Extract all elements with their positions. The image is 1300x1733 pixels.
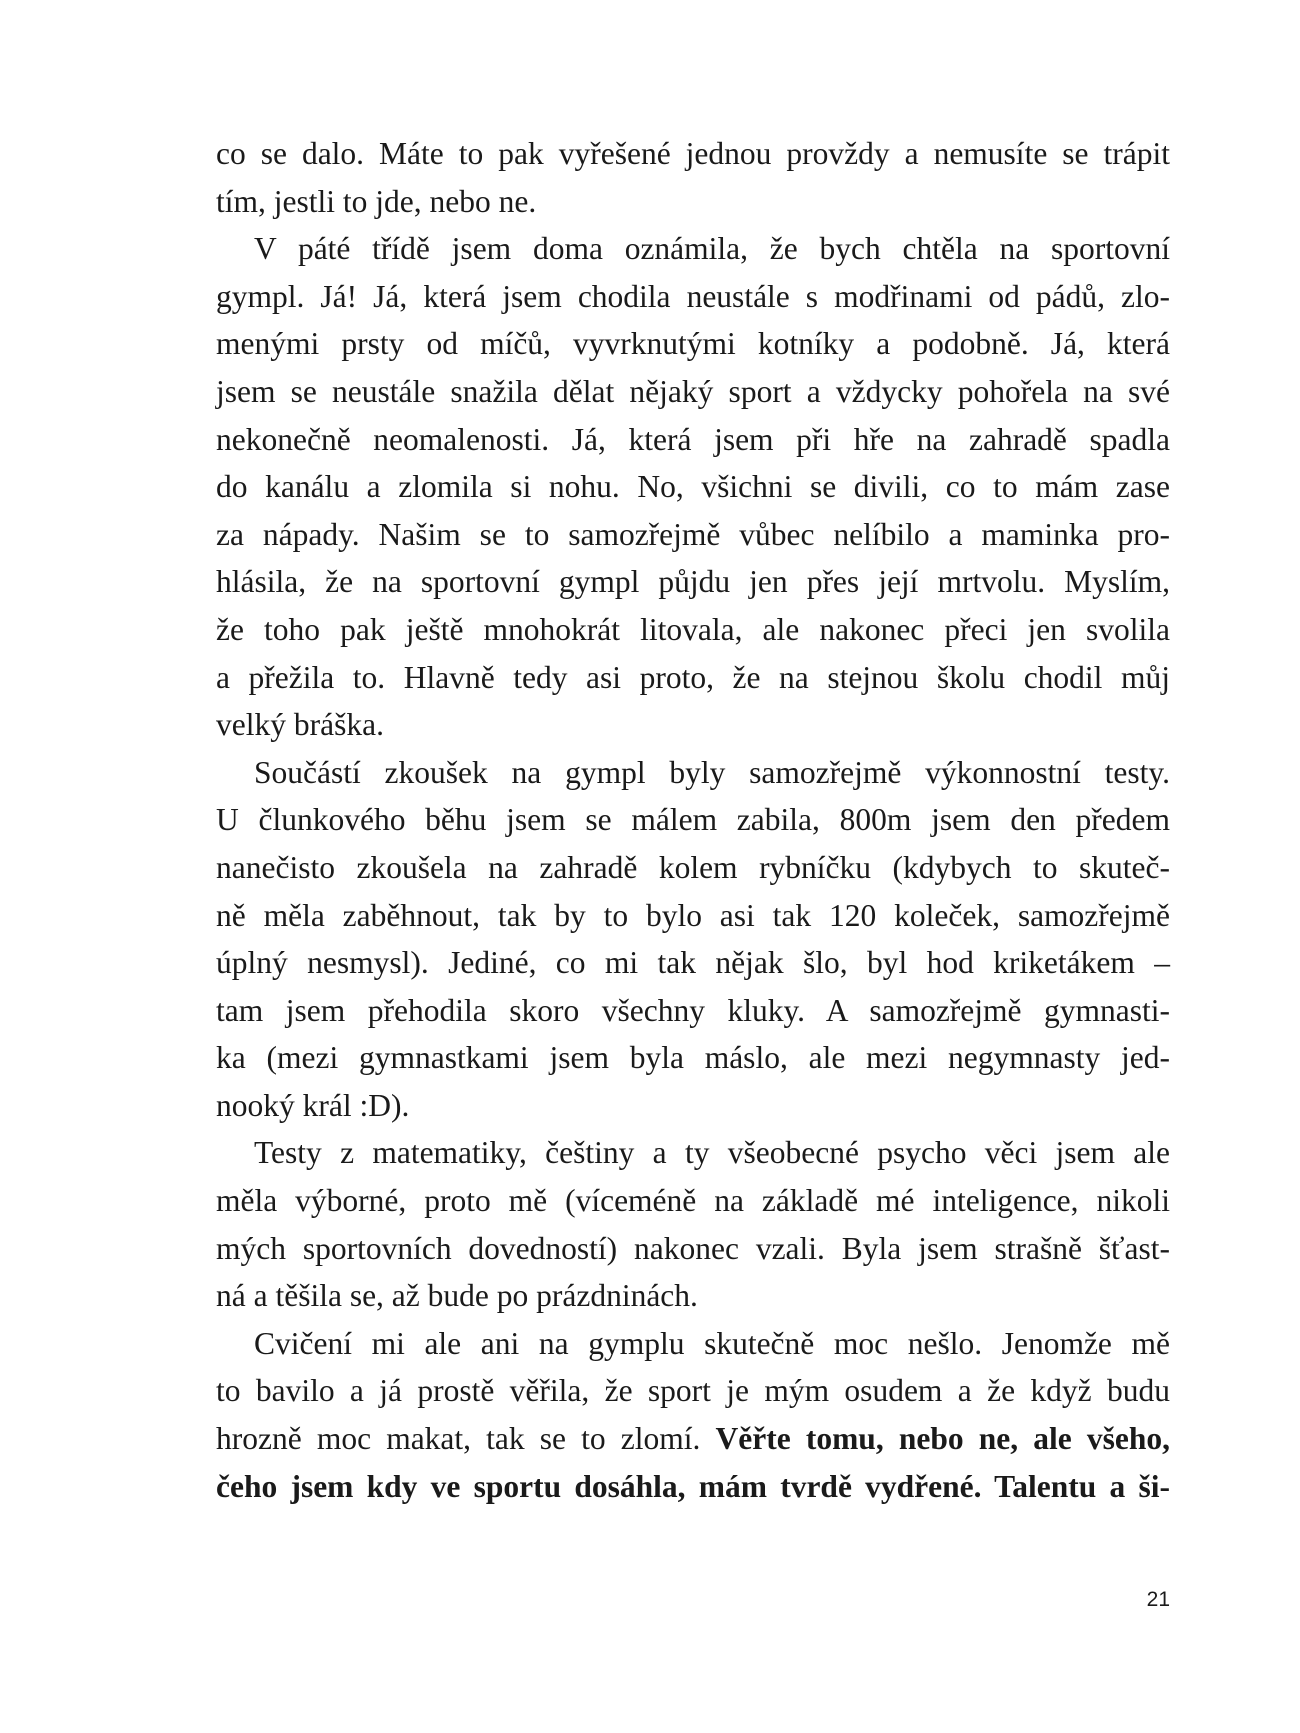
- text-line: mých sportovních dovedností) nakonec vzali. Byla jsem strašně šťast-: [216, 1230, 1170, 1266]
- text-bold-part: Věřte tomu, nebo ne, ale všeho,: [715, 1421, 1170, 1457]
- text-line: že toho pak ještě mnohokrát litovala, ale nakonec přeci jen svolila: [216, 611, 1170, 647]
- text-line: úplný nesmysl). Jediné, co mi tak nějak šlo, byl hod kriketákem –: [216, 945, 1170, 981]
- page-number: 21: [1146, 1588, 1170, 1611]
- text-line: hlásila, že na sportovní gympl půjdu jen přes její mrtvolu. Myslím,: [216, 564, 1170, 600]
- text-line: nooký král :D).: [216, 1087, 410, 1123]
- text-line: menými prsty od míčů, vyvrknutými kotníky a podobně. Já, která: [216, 326, 1170, 362]
- text-line: gympl. Já! Já, která jsem chodila neustále s modřinami od pádů, zlo-: [216, 278, 1170, 314]
- text-line: velký bráška.: [216, 707, 384, 743]
- text-line-mixed: [216, 1415, 1170, 1463]
- text-line: Testy z matematiky, češtiny a ty všeobecné psycho věci jsem ale: [254, 1135, 1170, 1171]
- text-line: ka (mezi gymnastkami jsem byla máslo, ale mezi negymnasty jed-: [216, 1040, 1170, 1076]
- text-line: tam jsem přehodila skoro všechny kluky. A samozřejmě gymnasti-: [216, 992, 1170, 1028]
- body-text: [216, 130, 1170, 1510]
- text-line: U člunkového běhu jsem se málem zabila, 800m jsem den předem: [216, 802, 1170, 838]
- text-line: tím, jestli to jde, nebo ne.: [216, 183, 537, 219]
- text-line: Součástí zkoušek na gympl byly samozřejmě výkonnostní testy.: [254, 754, 1170, 790]
- text-line-bold: čeho jsem kdy ve sportu dosáhla, mám tvrdě vydřené. Talentu a ši-: [216, 1468, 1170, 1504]
- text-line: ná a těšila se, až bude po prázdninách.: [216, 1278, 698, 1314]
- text-line: jsem se neustále snažila dělat nějaký sport a vždycky pohořela na své: [216, 373, 1170, 409]
- text-line: V páté třídě jsem doma oznámila, že bych chtěla na sportovní: [254, 231, 1170, 267]
- text-line: to bavilo a já prostě věřila, že sport je mým osudem a že když budu: [216, 1373, 1170, 1409]
- text-line: do kanálu a zlomila si nohu. No, všichni se divili, co to mám zase: [216, 469, 1170, 505]
- text-line: nanečisto zkoušela na zahradě kolem rybníčku (kdybych to skuteč-: [216, 849, 1170, 885]
- text-line: za nápady. Našim se to samozřejmě vůbec nelíbilo a maminka pro-: [216, 516, 1170, 552]
- text-line: nekonečně neomalenosti. Já, která jsem při hře na zahradě spadla: [216, 421, 1170, 457]
- text-line: Cvičení mi ale ani na gymplu skutečně moc nešlo. Jenomže mě: [254, 1325, 1170, 1361]
- text-line: a přežila to. Hlavně tedy asi proto, že na stejnou školu chodil můj: [216, 659, 1170, 695]
- text-normal-part: hrozně moc makat, tak se to zlomí.: [216, 1421, 716, 1457]
- text-line: ně měla zaběhnout, tak by to bylo asi tak 120 koleček, samozřejmě: [216, 897, 1170, 933]
- text-line: co se dalo. Máte to pak vyřešené jednou provždy a nemusíte se trápit: [216, 136, 1170, 171]
- text-line: měla výborné, proto mě (víceméně na základě mé inteligence, nikoli: [216, 1183, 1170, 1219]
